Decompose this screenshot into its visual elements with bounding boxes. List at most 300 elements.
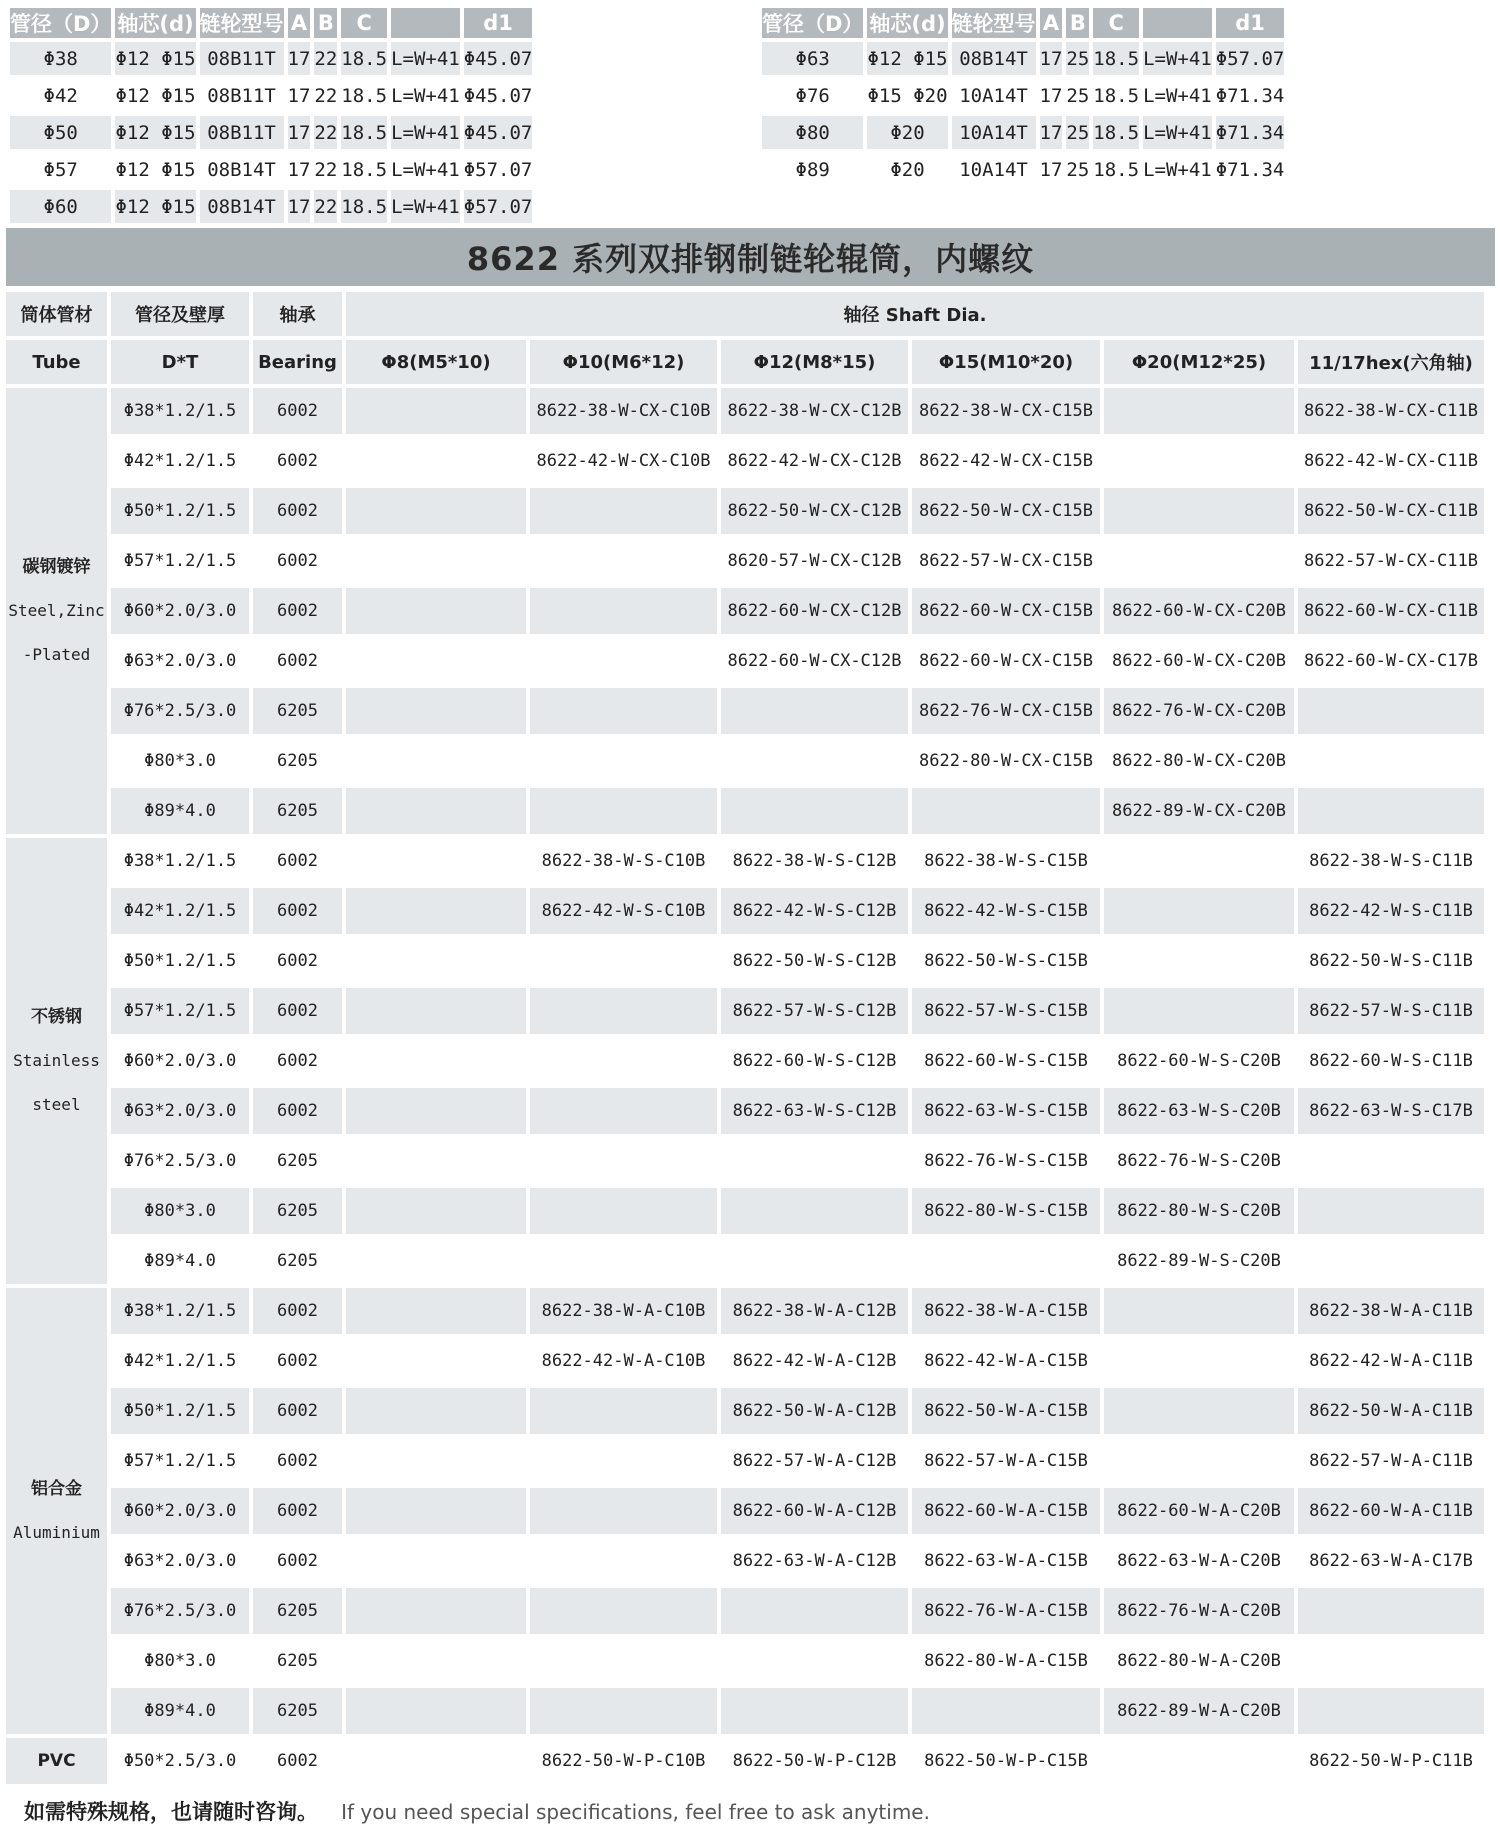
model-cell: 6002	[253, 588, 342, 634]
model-cell: 8622-42-W-CX-C12B	[721, 438, 908, 484]
model-cell: 8622-50-W-CX-C15B	[912, 488, 1100, 534]
model-cell: 6002	[253, 888, 342, 934]
model-cell	[530, 1138, 717, 1184]
model-cell	[346, 888, 526, 934]
model-cell: 8622-76-W-S-C20B	[1104, 1138, 1294, 1184]
sprocket-spec-table-right	[758, 4, 1288, 190]
model-cell: 8620-57-W-CX-C12B	[721, 538, 908, 584]
model-cell	[346, 1138, 526, 1184]
spec-cell: 18.5	[1093, 116, 1139, 149]
series-title-banner: 8622 系列双排钢制链轮辊筒，内螺纹	[6, 228, 1495, 286]
spec-cell: Φ71.34	[1216, 153, 1285, 186]
model-cell: 8622-80-W-A-C15B	[912, 1638, 1100, 1684]
spec-header-cell: 链轮型号	[952, 8, 1036, 38]
model-cell	[346, 1288, 526, 1334]
spec-cell: 17	[288, 79, 311, 112]
spec-cell: Φ80	[762, 116, 863, 149]
model-cell	[1298, 1138, 1484, 1184]
material-cell	[6, 838, 107, 1284]
header-shaft-dia: 轴径 Shaft Dia.	[346, 292, 1484, 336]
model-cell	[1104, 1438, 1294, 1484]
model-cell: 8622-89-W-S-C20B	[1104, 1238, 1294, 1284]
spec-header-row	[10, 8, 532, 38]
model-cell: Φ76*2.5/3.0	[111, 688, 249, 734]
model-cell	[1298, 1588, 1484, 1634]
model-cell: 8622-42-W-A-C11B	[1298, 1338, 1484, 1384]
spec-cell: Φ57.07	[1216, 42, 1285, 75]
spec-header-cell: 管径（D）	[762, 8, 863, 38]
model-cell	[1298, 788, 1484, 834]
model-cell: 6002	[253, 1538, 342, 1584]
spec-cell: 22	[314, 190, 337, 223]
model-cell: 8622-42-W-A-C12B	[721, 1338, 908, 1384]
spec-cell: L=W+41	[391, 190, 460, 223]
model-cell	[721, 1638, 908, 1684]
spec-cell: L=W+41	[391, 116, 460, 149]
material-name-en: Steel,Zinc	[8, 601, 105, 620]
model-cell: 8622-60-W-CX-C11B	[1298, 588, 1484, 634]
model-cell: Φ63*2.0/3.0	[111, 638, 249, 684]
model-cell	[721, 688, 908, 734]
model-cell: 8622-42-W-CX-C15B	[912, 438, 1100, 484]
model-cell	[1104, 538, 1294, 584]
model-cell: 8622-50-W-P-C12B	[721, 1738, 908, 1784]
spec-cell: L=W+41	[1143, 79, 1212, 112]
model-cell	[530, 1538, 717, 1584]
spec-cell: 17	[1040, 42, 1063, 75]
model-cell	[530, 1688, 717, 1734]
model-cell	[530, 1488, 717, 1534]
model-cell: Φ42*1.2/1.5	[111, 1338, 249, 1384]
spec-cell: 18.5	[341, 116, 387, 149]
spec-cell: Φ57	[10, 153, 111, 186]
model-cell: Φ60*2.0/3.0	[111, 588, 249, 634]
model-cell: 8622-50-W-CX-C11B	[1298, 488, 1484, 534]
spec-cell: Φ20	[867, 116, 947, 149]
model-cell: 8622-60-W-CX-C15B	[912, 638, 1100, 684]
model-cell: 8622-38-W-CX-C11B	[1298, 388, 1484, 434]
header-cell: Φ15(M10*20)	[912, 340, 1100, 384]
model-cell	[530, 1438, 717, 1484]
model-cell: 6205	[253, 1638, 342, 1684]
spec-row	[762, 79, 1284, 112]
model-cell	[1104, 938, 1294, 984]
header-row-secondary	[6, 340, 1484, 384]
table-row	[6, 1438, 1484, 1484]
spec-cell: 10A14T	[952, 116, 1036, 149]
model-cell: 8622-76-W-CX-C15B	[912, 688, 1100, 734]
model-cell	[1104, 488, 1294, 534]
model-cell: 6002	[253, 388, 342, 434]
spec-cell: L=W+41	[391, 42, 460, 75]
spec-cell: 17	[1040, 153, 1063, 186]
model-cell	[1104, 438, 1294, 484]
spec-cell: 18.5	[1093, 42, 1139, 75]
model-cell: 8622-60-W-A-C15B	[912, 1488, 1100, 1534]
spec-cell: L=W+41	[391, 153, 460, 186]
spec-cell: Φ45.07	[464, 116, 533, 149]
material-name-cn: 不锈钢	[31, 1007, 82, 1027]
model-cell	[1104, 1388, 1294, 1434]
table-row	[6, 438, 1484, 484]
model-cell	[1104, 1338, 1294, 1384]
spec-header-cell: 链轮型号	[200, 8, 284, 38]
model-cell	[530, 788, 717, 834]
model-cell	[1298, 1688, 1484, 1734]
model-cell: 8622-42-W-A-C15B	[912, 1338, 1100, 1384]
table-row	[6, 588, 1484, 634]
spec-cell: 17	[288, 153, 311, 186]
model-cell: 8622-60-W-A-C11B	[1298, 1488, 1484, 1534]
model-cell	[346, 1638, 526, 1684]
model-cell	[1104, 988, 1294, 1034]
model-cell: Φ89*4.0	[111, 788, 249, 834]
model-cell: Φ57*1.2/1.5	[111, 538, 249, 584]
header-cell: 11/17hex(六角轴)	[1298, 340, 1484, 384]
spec-cell: Φ63	[762, 42, 863, 75]
spec-header-row	[762, 8, 1284, 38]
spec-cell: Φ38	[10, 42, 111, 75]
model-cell	[530, 1588, 717, 1634]
spec-cell: Φ71.34	[1216, 79, 1285, 112]
spec-row	[10, 153, 532, 186]
model-cell	[530, 1238, 717, 1284]
model-cell	[1298, 1238, 1484, 1284]
model-cell	[721, 1588, 908, 1634]
model-cell: 6002	[253, 1038, 342, 1084]
model-cell: Φ42*1.2/1.5	[111, 888, 249, 934]
model-cell: 8622-38-W-S-C10B	[530, 838, 717, 884]
material-name-en: Aluminium	[13, 1523, 100, 1542]
table-row	[6, 888, 1484, 934]
model-cell	[346, 438, 526, 484]
model-cell: 6002	[253, 938, 342, 984]
model-cell: 8622-63-W-A-C20B	[1104, 1538, 1294, 1584]
model-cell: 8622-63-W-A-C17B	[1298, 1538, 1484, 1584]
table-row	[6, 488, 1484, 534]
spec-cell: 08B11T	[200, 42, 284, 75]
model-cell	[346, 738, 526, 784]
model-cell: 8622-80-W-CX-C15B	[912, 738, 1100, 784]
model-cell: 8622-38-W-CX-C15B	[912, 388, 1100, 434]
model-cell	[530, 538, 717, 584]
spec-row	[762, 153, 1284, 186]
model-cell	[721, 738, 908, 784]
model-cell: 8622-38-W-A-C10B	[530, 1288, 717, 1334]
material-name-cn: PVC	[37, 1751, 76, 1771]
spec-cell: 08B14T	[200, 190, 284, 223]
model-cell	[346, 1388, 526, 1434]
header-cell: Φ20(M12*25)	[1104, 340, 1294, 384]
model-cell: 8622-63-W-A-C12B	[721, 1538, 908, 1584]
model-cell: 8622-57-W-A-C11B	[1298, 1438, 1484, 1484]
model-cell: 8622-60-W-CX-C17B	[1298, 638, 1484, 684]
model-cell: 8622-50-W-A-C12B	[721, 1388, 908, 1434]
model-cell: 6002	[253, 538, 342, 584]
material-name-en: Stainless	[13, 1051, 100, 1070]
spec-cell: 17	[288, 116, 311, 149]
model-cell: Φ38*1.2/1.5	[111, 388, 249, 434]
model-cell: Φ63*2.0/3.0	[111, 1088, 249, 1134]
model-cell: 8622-80-W-S-C15B	[912, 1188, 1100, 1234]
model-cell: 6002	[253, 1288, 342, 1334]
model-cell: 8622-50-W-S-C12B	[721, 938, 908, 984]
model-cell: Φ42*1.2/1.5	[111, 438, 249, 484]
model-cell: 6002	[253, 1388, 342, 1434]
model-cell: 8622-89-W-CX-C20B	[1104, 788, 1294, 834]
model-cell: Φ50*1.2/1.5	[111, 938, 249, 984]
model-cell: 8622-38-W-S-C15B	[912, 838, 1100, 884]
model-cell: 8622-60-W-S-C15B	[912, 1038, 1100, 1084]
model-cell: 6002	[253, 438, 342, 484]
model-cell	[530, 588, 717, 634]
model-cell: 8622-80-W-A-C20B	[1104, 1638, 1294, 1684]
roller-model-table	[2, 288, 1488, 1788]
spec-cell: 17	[1040, 116, 1063, 149]
model-cell	[346, 788, 526, 834]
model-cell	[912, 1688, 1100, 1734]
model-cell	[530, 1038, 717, 1084]
spec-cell: 18.5	[341, 153, 387, 186]
model-cell: 8622-63-W-S-C15B	[912, 1088, 1100, 1134]
model-cell: 8622-38-W-A-C15B	[912, 1288, 1100, 1334]
spec-cell: Φ12 Φ15	[115, 79, 195, 112]
header-cell: D*T	[111, 340, 249, 384]
model-cell: 8622-38-W-CX-C12B	[721, 388, 908, 434]
spec-cell: Φ12 Φ15	[115, 190, 195, 223]
model-cell: 8622-50-W-A-C11B	[1298, 1388, 1484, 1434]
model-cell: Φ76*2.5/3.0	[111, 1138, 249, 1184]
table-row	[6, 388, 1484, 434]
spec-header-cell	[391, 8, 460, 38]
model-cell	[1298, 1188, 1484, 1234]
model-cell	[530, 938, 717, 984]
model-cell: 8622-60-W-CX-C20B	[1104, 588, 1294, 634]
model-cell	[912, 1238, 1100, 1284]
spec-header-cell: d1	[1216, 8, 1285, 38]
model-cell	[530, 638, 717, 684]
model-cell: Φ60*2.0/3.0	[111, 1038, 249, 1084]
table-row	[6, 1488, 1484, 1534]
spec-cell: 08B14T	[200, 153, 284, 186]
model-cell: 8622-57-W-CX-C11B	[1298, 538, 1484, 584]
spec-header-cell: 轴芯(d)	[867, 8, 947, 38]
spec-cell: Φ60	[10, 190, 111, 223]
spec-cell: Φ71.34	[1216, 116, 1285, 149]
spec-header-cell	[1143, 8, 1212, 38]
spec-cell: 17	[288, 42, 311, 75]
spec-cell: 08B14T	[952, 42, 1036, 75]
header-cell: Bearing	[253, 340, 342, 384]
model-cell: 6205	[253, 1688, 342, 1734]
model-cell: 8622-57-W-A-C15B	[912, 1438, 1100, 1484]
model-cell: 8622-60-W-CX-C12B	[721, 588, 908, 634]
model-cell	[530, 1638, 717, 1684]
spec-cell: 08B11T	[200, 79, 284, 112]
header-material: 筒体管材	[6, 292, 107, 336]
material-cell	[6, 1738, 107, 1784]
model-cell	[346, 1488, 526, 1534]
spec-cell: 25	[1066, 79, 1089, 112]
model-cell	[346, 1238, 526, 1284]
table-row	[6, 1638, 1484, 1684]
model-cell	[530, 1188, 717, 1234]
table-row	[6, 688, 1484, 734]
material-cell	[6, 1288, 107, 1734]
model-cell	[346, 838, 526, 884]
model-cell	[346, 1438, 526, 1484]
header-bearing: 轴承	[253, 292, 342, 336]
material-name-en: steel	[32, 1095, 81, 1114]
material-name-en: -Plated	[22, 645, 91, 664]
model-cell: 8622-38-W-S-C11B	[1298, 838, 1484, 884]
spec-row	[762, 42, 1284, 75]
spec-cell: L=W+41	[391, 79, 460, 112]
model-cell: 8622-60-W-S-C12B	[721, 1038, 908, 1084]
model-cell	[346, 1688, 526, 1734]
footer-note	[24, 1796, 930, 1826]
model-cell: Φ80*3.0	[111, 738, 249, 784]
table-row	[6, 1388, 1484, 1434]
model-cell	[1298, 738, 1484, 784]
spec-cell: 22	[314, 79, 337, 112]
model-cell: 8622-60-W-CX-C12B	[721, 638, 908, 684]
table-row	[6, 938, 1484, 984]
model-cell: 6002	[253, 838, 342, 884]
model-cell	[530, 1388, 717, 1434]
table-row	[6, 1188, 1484, 1234]
model-cell	[346, 588, 526, 634]
sprocket-spec-table-left	[6, 4, 536, 227]
spec-cell: Φ45.07	[464, 42, 533, 75]
spec-cell: 25	[1066, 42, 1089, 75]
spec-header-cell: 轴芯(d)	[115, 8, 195, 38]
spec-cell: Φ12 Φ15	[115, 42, 195, 75]
footer-note-cn: 如需特殊规格，也请随时咨询。	[24, 1800, 318, 1824]
model-cell: Φ76*2.5/3.0	[111, 1588, 249, 1634]
table-row	[6, 1688, 1484, 1734]
table-row	[6, 1038, 1484, 1084]
table-row	[6, 538, 1484, 584]
spec-cell: 22	[314, 153, 337, 186]
spec-cell: 18.5	[341, 190, 387, 223]
model-cell: 8622-60-W-CX-C15B	[912, 588, 1100, 634]
spec-cell: Φ42	[10, 79, 111, 112]
spec-cell: 08B11T	[200, 116, 284, 149]
model-cell: Φ80*3.0	[111, 1638, 249, 1684]
spec-cell: Φ12 Φ15	[115, 116, 195, 149]
spec-row	[10, 116, 532, 149]
spec-cell: 10A14T	[952, 79, 1036, 112]
model-cell: 8622-50-W-P-C15B	[912, 1738, 1100, 1784]
spec-header-cell: C	[341, 8, 387, 38]
spec-row	[762, 116, 1284, 149]
header-diameter: 管径及壁厚	[111, 292, 249, 336]
model-cell	[721, 1188, 908, 1234]
table-row	[6, 788, 1484, 834]
model-cell: 8622-42-W-CX-C11B	[1298, 438, 1484, 484]
model-cell	[346, 1738, 526, 1784]
model-cell	[346, 1338, 526, 1384]
model-cell	[1104, 388, 1294, 434]
model-cell	[1104, 888, 1294, 934]
spec-header-cell: A	[288, 8, 311, 38]
model-cell	[346, 538, 526, 584]
spec-row	[10, 190, 532, 223]
model-cell: 8622-80-W-S-C20B	[1104, 1188, 1294, 1234]
material-name-cn: 碳钢镀锌	[22, 557, 91, 577]
model-cell: 8622-50-W-P-C11B	[1298, 1738, 1484, 1784]
spec-cell: 18.5	[1093, 79, 1139, 112]
spec-cell: 10A14T	[952, 153, 1036, 186]
model-cell	[346, 988, 526, 1034]
model-cell: 8622-60-W-CX-C20B	[1104, 638, 1294, 684]
model-cell: 8622-38-W-A-C11B	[1298, 1288, 1484, 1334]
model-cell	[1104, 1738, 1294, 1784]
spec-cell: 17	[288, 190, 311, 223]
model-cell	[530, 1088, 717, 1134]
spec-cell: Φ50	[10, 116, 111, 149]
model-cell: 8622-60-W-A-C20B	[1104, 1488, 1294, 1534]
model-cell: 8622-80-W-CX-C20B	[1104, 738, 1294, 784]
model-cell	[346, 388, 526, 434]
model-cell: Φ80*3.0	[111, 1188, 249, 1234]
model-cell	[346, 1088, 526, 1134]
model-cell: 6205	[253, 688, 342, 734]
spec-cell: Φ15 Φ20	[867, 79, 947, 112]
model-cell: 8622-50-W-S-C11B	[1298, 938, 1484, 984]
model-cell	[1104, 838, 1294, 884]
model-cell: Φ38*1.2/1.5	[111, 838, 249, 884]
spec-cell: L=W+41	[1143, 153, 1212, 186]
model-cell: 8622-60-W-A-C12B	[721, 1488, 908, 1534]
table-row	[6, 1088, 1484, 1134]
table-row	[6, 1238, 1484, 1284]
model-cell: 8622-42-W-S-C12B	[721, 888, 908, 934]
model-cell: 6002	[253, 1338, 342, 1384]
model-cell	[721, 1138, 908, 1184]
model-cell	[912, 788, 1100, 834]
spec-row	[10, 79, 532, 112]
model-cell	[346, 1538, 526, 1584]
spec-row	[10, 42, 532, 75]
table-row	[6, 1288, 1484, 1334]
model-cell: 6205	[253, 1238, 342, 1284]
model-cell: 8622-50-W-A-C15B	[912, 1388, 1100, 1434]
model-cell: 6002	[253, 638, 342, 684]
model-cell: Φ60*2.0/3.0	[111, 1488, 249, 1534]
model-cell: 8622-38-W-S-C12B	[721, 838, 908, 884]
model-cell: 8622-50-W-CX-C12B	[721, 488, 908, 534]
spec-cell: 22	[314, 42, 337, 75]
header-cell: Φ10(M6*12)	[530, 340, 717, 384]
model-cell: 6002	[253, 1738, 342, 1784]
material-cell	[6, 388, 107, 834]
spec-header-cell: B	[1066, 8, 1089, 38]
model-cell	[530, 688, 717, 734]
model-cell: 6205	[253, 1138, 342, 1184]
model-cell: 8622-57-W-S-C12B	[721, 988, 908, 1034]
model-cell: 8622-63-W-S-C20B	[1104, 1088, 1294, 1134]
model-cell: 8622-42-W-S-C10B	[530, 888, 717, 934]
table-row	[6, 1588, 1484, 1634]
model-cell: 8622-76-W-CX-C20B	[1104, 688, 1294, 734]
model-cell: 8622-42-W-CX-C10B	[530, 438, 717, 484]
model-cell: 8622-60-W-S-C11B	[1298, 1038, 1484, 1084]
model-cell: 8622-63-W-S-C12B	[721, 1088, 908, 1134]
table-row	[6, 1538, 1484, 1584]
spec-cell: 22	[314, 116, 337, 149]
